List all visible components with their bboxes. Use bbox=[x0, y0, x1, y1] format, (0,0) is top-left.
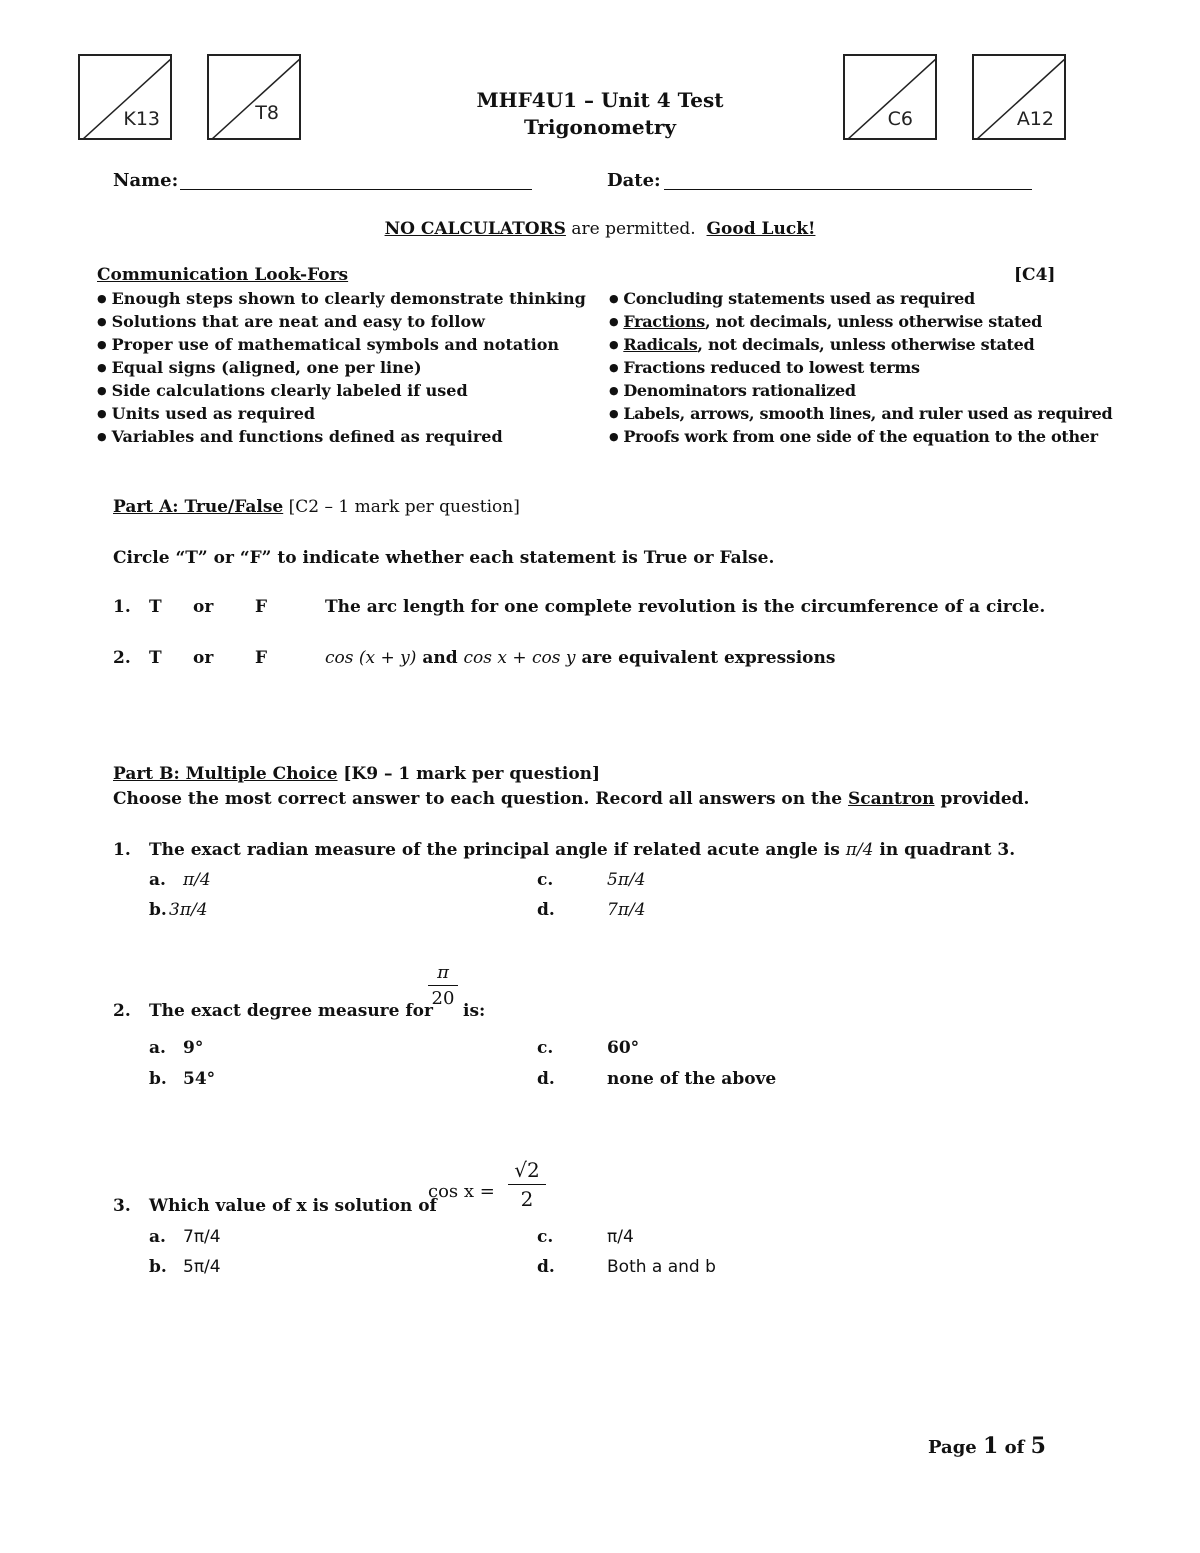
part-b-q2-text-post: is: bbox=[463, 1001, 486, 1021]
part-b-marks: [K9 – 1 mark per question] bbox=[337, 764, 601, 784]
option-d-label: d. bbox=[537, 1069, 555, 1089]
part-b-heading bbox=[113, 764, 600, 784]
fraction-denominator: 20 bbox=[431, 988, 455, 1009]
page-title: MHF4U1 – Unit 4 Test bbox=[476, 88, 724, 112]
option-c-label: c. bbox=[537, 1227, 554, 1247]
communication-title: Communication Look-Fors bbox=[97, 265, 349, 285]
part-a-q2-false[interactable]: F bbox=[255, 648, 268, 668]
option-b-value[interactable]: 54° bbox=[183, 1069, 216, 1089]
part-b-q1-number: 1. bbox=[113, 840, 131, 860]
list-item: ● Labels, arrows, smooth lines, and ruler used as required bbox=[609, 402, 1189, 425]
part-a-q2-true[interactable]: T bbox=[149, 648, 162, 668]
expression-cos-plus-cos: cos x + cos y bbox=[463, 648, 576, 668]
list-item bbox=[609, 333, 1189, 356]
page-subtitle: Trigonometry bbox=[523, 115, 677, 139]
fraction-bar bbox=[508, 1184, 546, 1185]
part-a-q2-number: 2. bbox=[113, 648, 131, 668]
date-label: Date: bbox=[607, 170, 661, 191]
list-item: ● Fractions reduced to lowest terms bbox=[609, 356, 1189, 379]
option-a-value[interactable]: 7π/4 bbox=[183, 1227, 221, 1247]
part-a-q2-or: or bbox=[193, 648, 214, 668]
no-calculators-text: NO CALCULATORS bbox=[384, 219, 566, 239]
part-a-title: Part A: True/False bbox=[113, 497, 284, 517]
list-item: ● Enough steps shown to clearly demonstrate thinking bbox=[97, 287, 597, 310]
list-item: ● Variables and functions defined as required bbox=[97, 425, 597, 448]
expression-cos-sum: cos (x + y) bbox=[325, 648, 417, 668]
instruction-text: Choose the most correct answer to each question. Record all answers on the bbox=[113, 789, 849, 809]
list-item: ● Denominators rationalized bbox=[609, 379, 1189, 402]
fraction-pi-over-20 bbox=[428, 962, 458, 1009]
part-a-q1-statement: The arc length for one complete revolution is the circumference of a circle. bbox=[325, 597, 1046, 617]
mark-box-label: A12 bbox=[1016, 108, 1054, 130]
page-label: Page bbox=[928, 1437, 984, 1458]
option-d-label: d. bbox=[537, 900, 555, 920]
option-a-value[interactable]: π/4 bbox=[183, 870, 211, 890]
name-label: Name: bbox=[113, 170, 179, 191]
option-c-label: c. bbox=[537, 870, 554, 890]
option-d-value[interactable]: 7π/4 bbox=[607, 900, 646, 920]
fraction-root2-over-2 bbox=[508, 1158, 546, 1211]
option-c-value[interactable]: π/4 bbox=[607, 1227, 634, 1247]
and-text: and bbox=[416, 648, 464, 668]
option-d-value[interactable]: none of the above bbox=[607, 1069, 777, 1089]
option-c-value[interactable]: 60° bbox=[607, 1038, 640, 1058]
question-text-post: in quadrant 3. bbox=[873, 840, 1016, 860]
option-b-label: b. bbox=[149, 900, 167, 920]
option-c-label: c. bbox=[537, 1038, 554, 1058]
part-a-q1-true[interactable]: T bbox=[149, 597, 162, 617]
part-a-instruction: Circle “T” or “F” to indicate whether each statement is True or False. bbox=[113, 548, 775, 568]
permitted-text: are permitted. bbox=[565, 219, 696, 239]
option-a-label: a. bbox=[149, 1227, 166, 1247]
list-item: ● Solutions that are neat and easy to follow bbox=[97, 310, 597, 333]
fraction-denominator: 2 bbox=[520, 1187, 534, 1211]
part-b-title: Part B: Multiple Choice bbox=[113, 764, 338, 784]
list-item bbox=[609, 310, 1189, 333]
communication-mark: [C4] bbox=[1014, 265, 1056, 285]
part-b-q1-text bbox=[149, 840, 1015, 860]
radicals-rest: , not decimals, unless otherwise stated bbox=[697, 335, 1035, 354]
list-item: ● Side calculations clearly labeled if used bbox=[97, 379, 597, 402]
part-b-instruction bbox=[113, 789, 1029, 809]
option-b-label: b. bbox=[149, 1069, 167, 1089]
option-a-value[interactable]: 9° bbox=[183, 1038, 204, 1058]
option-b-value[interactable]: 5π/4 bbox=[183, 1257, 221, 1277]
option-d-label: d. bbox=[537, 1257, 555, 1277]
fraction-numerator: π bbox=[437, 962, 449, 983]
mark-box-label: K13 bbox=[123, 108, 160, 130]
total-pages: 5 bbox=[1030, 1433, 1046, 1459]
option-d-value[interactable]: Both a and b bbox=[607, 1257, 716, 1277]
list-item: ● Proper use of mathematical symbols and notation bbox=[97, 333, 597, 356]
radicals-word: Radicals bbox=[623, 335, 698, 354]
part-b-q3-number: 3. bbox=[113, 1196, 131, 1216]
part-b-q3-text: Which value of x is solution of bbox=[149, 1196, 437, 1216]
part-a-heading bbox=[113, 497, 520, 517]
part-a-q1-number: 1. bbox=[113, 597, 131, 617]
scantron-word: Scantron bbox=[848, 789, 935, 809]
calculator-instruction bbox=[0, 219, 1200, 239]
part-a-marks: [C2 – 1 mark per question] bbox=[283, 497, 520, 517]
question-math: π/4 bbox=[845, 840, 874, 860]
date-field[interactable] bbox=[664, 189, 1032, 190]
list-item: ● Units used as required bbox=[97, 402, 597, 425]
part-b-q2-number: 2. bbox=[113, 1001, 131, 1021]
equation-lhs: cos x = bbox=[428, 1181, 495, 1202]
page-number bbox=[928, 1433, 1046, 1459]
part-b-q2-text: The exact degree measure for bbox=[149, 1001, 433, 1021]
list-item: ● Concluding statements used as required bbox=[609, 287, 1189, 310]
fraction-bar bbox=[428, 985, 458, 986]
fractions-rest: , not decimals, unless otherwise stated bbox=[705, 312, 1042, 331]
option-c-value[interactable]: 5π/4 bbox=[607, 870, 646, 890]
mark-box-label: C6 bbox=[887, 108, 913, 130]
lookfor-right-list bbox=[609, 287, 1189, 448]
mark-box-label: T8 bbox=[255, 102, 279, 124]
fractions-word: Fractions bbox=[623, 312, 706, 331]
option-a-label: a. bbox=[149, 870, 166, 890]
list-item: ● Equal signs (aligned, one per line) bbox=[97, 356, 597, 379]
part-a-q1-or: or bbox=[193, 597, 214, 617]
option-b-label: b. bbox=[149, 1257, 167, 1277]
fraction-numerator: √2 bbox=[514, 1158, 540, 1182]
name-field[interactable] bbox=[180, 189, 532, 190]
option-b-value[interactable]: 3π/4 bbox=[169, 900, 208, 920]
good-luck-text: Good Luck! bbox=[706, 219, 816, 239]
part-a-q2-statement bbox=[325, 648, 835, 668]
question-text: The exact radian measure of the principal angle if related acute angle is bbox=[149, 840, 846, 860]
statement-rest: are equivalent expressions bbox=[575, 648, 836, 668]
of-label: of bbox=[998, 1437, 1031, 1458]
current-page: 1 bbox=[983, 1433, 999, 1459]
option-a-label: a. bbox=[149, 1038, 166, 1058]
lookfor-left-list bbox=[97, 287, 597, 448]
instruction-post: provided. bbox=[934, 789, 1030, 809]
part-a-q1-false[interactable]: F bbox=[255, 597, 268, 617]
list-item: ● Proofs work from one side of the equation to the other bbox=[609, 425, 1189, 448]
